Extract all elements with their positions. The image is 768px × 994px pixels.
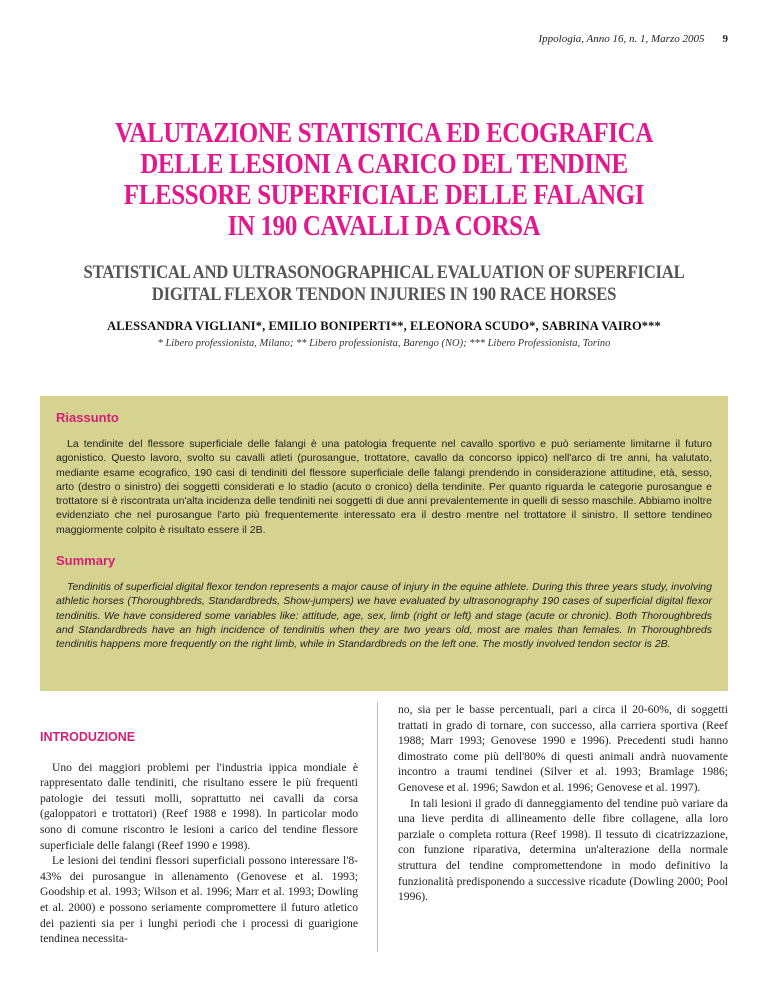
abstract-box bbox=[40, 396, 728, 691]
body-paragraph: Uno dei maggiori problemi per l'industria ippica mondiale è rappresentato dalle tendiniti, che risultano essere le più frequenti patologie dei tessuti molli, soprattutto nei cavalli da corsa (galoppatori e trottatori) (Reef 1988 e 1998). In particolar modo sono di comune riscontro le lesioni a carico del tendine flessore superficiale delle falangi (Reef 1990 e 1998). bbox=[40, 760, 358, 852]
italian-title-line: FLESSORE SUPERFICIALE DELLE FALANGI bbox=[123, 179, 645, 211]
summary-text: Tendinitis of superficial digital flexor tendon represents a major cause of injury in the equine athlete. During this three years study, involving athletic horses (Thoroughbreds, Standardbreds, Show-jumpers) we have evaluated by ultrasonography 190 cases of superficial digital flexor tendinitis. We have considered some variables like: attitude, age, sex, limb (right or left) and stage (acute or chronic). Both Thoroughbreds and Standardbreds have an high incidence of tendinitis when they are two years old, most are males than females. In Thoroughbreds tendinitis happens more frequently on the right limb, while in Standardbreds on the left one. The mostly involved tendon sector is 2B. bbox=[56, 581, 712, 651]
author-affiliations: * Libero professionista, Milano; ** Libero professionista, Barengo (NO); *** Libero Professionista, Torino bbox=[157, 338, 611, 349]
riassunto-heading: Riassunto bbox=[56, 410, 119, 425]
body-paragraph: In tali lesioni il grado di danneggiamento del tendine può variare da una lieve perdita di allineamento delle fibre collagene, alla loro parziale o completa rottura (Reef 1998). Il tessuto di cicatrizzazione, con funzione riparativa, determina un'alterazione della normale struttura del tendine compromettendone in modo definitivo la funzionalità predisponendo a successive ricadute (Dowling 2000; Pool 1996). bbox=[398, 796, 728, 904]
introduzione-heading: INTRODUZIONE bbox=[40, 730, 136, 744]
english-title-line: STATISTICAL AND ULTRASONOGRAPHICAL EVALUATION OF SUPERFICIAL bbox=[83, 262, 685, 283]
column-divider bbox=[377, 702, 378, 952]
italian-title-line: IN 190 CAVALLI DA CORSA bbox=[227, 210, 541, 242]
page-number: 9 bbox=[722, 33, 728, 45]
right-column bbox=[398, 702, 728, 905]
english-title bbox=[72, 262, 695, 306]
summary-heading: Summary bbox=[56, 553, 116, 569]
body-paragraph: Le lesioni dei tendini flessori superficiali possono interessare l'8-43% dei purosangue in allenamento (Genovese et al. 1993; Goodship et al. 1993; Wilson et al. 1996; Marr et al. 1993; Dowling et al. 2000) e possono seriamente compromettere il futuro atletico dei pazienti sia per i lunghi periodi che i processi di guarigione tendinea necessita- bbox=[40, 854, 358, 946]
italian-title-line: DELLE LESIONI A CARICO DEL TENDINE bbox=[140, 148, 628, 180]
italian-title bbox=[88, 118, 680, 242]
body-paragraph: no, sia per le basse percentuali, pari a circa il 20-60%, di soggetti trattati in grado di tornare, con successo, alla carriera sportiva (Reef 1988; Marr 1993; Genovese 1990 e 1996). Precedenti studi hanno dimostrato come più dell'80% di questi animali andrà nuovamente incontro a traumi tendinei (Silver et al. 1993; Bramlage 1986; Genovese et al. 1996; Sawdon et al. 1996; Genovese et al. 1997). bbox=[398, 703, 728, 794]
left-column bbox=[40, 730, 358, 947]
riassunto-text: La tendinite del flessore superficiale delle falangi è una patologia frequente nel cavallo sportivo e può seriamente limitarne il futuro agonistico. Questo lavoro, svolto su cavalli atleti (purosangue, trottatore, cavallo da concorso ippico) nell'arco di tre anni, ha valutato, mediante esame ecografico, 190 casi di tendiniti del flessore superficiale delle falangi prendendo in considerazione attitudine, età, sesso, arto (destro o sinistro) dei soggetti considerati e lo stadio (acuto o cronico) della tendinite. Per quanto riguarda le categorie purosangue e trottatore si è riscontrata un'alta incidenza delle tendiniti nei soggetti di due anni prevalentemente in quelli di sesso maschile. Abbiamo inoltre evidenziato che nel purosangue l'arto più frequentemente interessato era il destro mentre nel trottatore il sinistro. Il settore tendineo maggiormente colpito è risultato essere il 2B. bbox=[56, 438, 712, 536]
english-title-line: DIGITAL FLEXOR TENDON INJURIES IN 190 RACE HORSES bbox=[151, 284, 617, 305]
journal-citation: Ippologia, Anno 16, n. 1, Marzo 2005 bbox=[538, 33, 705, 45]
running-head bbox=[538, 33, 728, 45]
italian-title-line: VALUTAZIONE STATISTICA ED ECOGRAFICA bbox=[114, 117, 654, 149]
author-list: ALESSANDRA VIGLIANI*, EMILIO BONIPERTI**, ELEONORA SCUDO*, SABRINA VAIRO*** bbox=[107, 319, 661, 333]
